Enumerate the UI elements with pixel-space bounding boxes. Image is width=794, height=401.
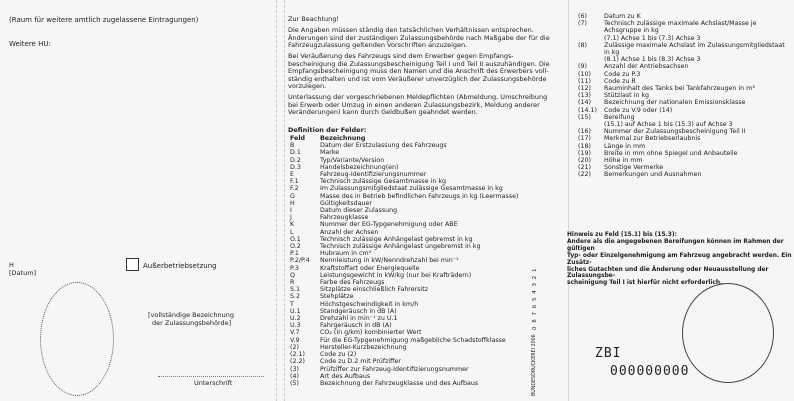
p2-line: ständig enthalten und ist vom Veräußerer unverzüglich der Zulassungsbehörde [288, 74, 547, 83]
field-code: (20) [578, 157, 591, 165]
field-code: O.1 [290, 235, 301, 243]
field-description: Sitzplätze einschließlich Fahrersitz [320, 286, 429, 294]
field-code: I [290, 207, 292, 215]
table-row [290, 366, 518, 373]
field-description: Zulässige maximale Achslast im Zulassungsmitgliedstaat [604, 41, 785, 49]
field-code: D.1 [290, 149, 301, 157]
field-code: B [290, 142, 295, 150]
field-code [578, 27, 604, 34]
table-row [290, 358, 518, 365]
h-label: H [9, 261, 14, 269]
field-description: Stützlast in kg [604, 92, 649, 100]
field-description: Technisch zulässige Gesamtmasse in kg [320, 178, 446, 186]
field-definitions-table [290, 135, 518, 387]
table-row [290, 221, 518, 228]
field-code: (5) [290, 379, 299, 387]
field-description: Marke [320, 149, 340, 157]
field-code: (3) [290, 365, 299, 373]
table-row [290, 257, 518, 264]
table-row [578, 99, 785, 106]
field-description: Länge in mm [604, 142, 646, 150]
field-code: P.1 [290, 250, 299, 258]
field-description: Code zu V.9 oder (14) [604, 106, 673, 114]
field-code: V.9 [290, 336, 300, 344]
notice-paragraph-3 [288, 94, 556, 117]
field-code: (12) [578, 85, 591, 93]
table-row [290, 322, 518, 329]
table-row [290, 301, 518, 308]
hint-line: Typ- oder Einzelgenehmigung am Fahrzeug angebracht werden. Ein Zusätz- [567, 252, 792, 266]
table-row [290, 380, 518, 387]
field-code: U.3 [290, 322, 301, 330]
authority-designation-line1: [vollständige Bezeichnung [148, 311, 234, 319]
table-row [578, 49, 785, 56]
signature-label: Unterschrift [194, 379, 233, 387]
table-row [578, 164, 785, 171]
notice-paragraph-2 [288, 53, 556, 91]
field-description: Breite in mm ohne Spiegel und Anbauteile [604, 149, 738, 157]
p3-line: Unterlassung der vorgeschriebenen Meldepflichten (Abmeldung, Umschreibung [288, 93, 548, 101]
table-row [290, 243, 518, 250]
hint-line: Andere als die angegebenen Bereifungen können im Rahmen der gültigen [567, 238, 784, 252]
field-description: Technisch zulässige Anhängelast gebremst in kg [320, 235, 473, 243]
field-code: (2) [290, 343, 299, 351]
field-description: Typ/Variante/Version [320, 156, 385, 164]
table-row [578, 27, 785, 34]
field-description: Art des Aufbaus [320, 372, 371, 380]
stamp-circle-right [682, 283, 774, 383]
field-code [578, 56, 604, 63]
field-description: Handelsbezeichnung(en) [320, 163, 399, 171]
field-description: Nummer der EG-Typgenehmigung oder ABE [320, 221, 458, 229]
field-code: D.2 [290, 156, 301, 164]
field-code: (2.2) [290, 358, 305, 366]
table-row [290, 373, 518, 380]
field-description: Sonstige Vermerke [604, 164, 664, 172]
notice-paragraph-1 [288, 27, 556, 50]
field-description: Achsgruppe in kg [604, 27, 659, 35]
field-description: Standgeräusch in dB (A) [320, 307, 397, 315]
field-description: Rauminhalt des Tanks bei Tankfahrzeugen in m³ [604, 85, 755, 93]
table-row [290, 337, 518, 344]
table-row [290, 142, 518, 149]
field-code: K [290, 221, 295, 229]
field-description: Kraftstoffart oder Energiequelle [320, 264, 420, 272]
field-description: Anzahl der Antriebsachsen [604, 63, 689, 71]
field-code: (22) [578, 171, 591, 179]
table-row [290, 171, 518, 178]
field-code: J [290, 214, 292, 222]
fold-line-left [276, 0, 277, 401]
field-code [578, 49, 604, 56]
table-row [578, 42, 785, 49]
field-code: G [290, 192, 295, 200]
table-row [290, 315, 518, 322]
table-row [290, 279, 518, 286]
field-code: (6) [578, 13, 587, 20]
table-row [578, 92, 785, 99]
table-row [578, 135, 785, 142]
field-description: Fahrzeugklasse [320, 214, 369, 222]
table-row [578, 114, 785, 121]
table-row [290, 265, 518, 272]
field-description: Nennleistung in kW/Nenndrehzahl bei min⁻¹ [320, 257, 459, 265]
field-description: Technisch zulässige maximale Achslast/Masse je [604, 20, 757, 28]
fold-line-right [568, 0, 569, 401]
table-row [578, 20, 785, 27]
field-description: Code zu P.3 [604, 70, 641, 78]
hint-line: scheinigung Teil I ist hierfür nicht erforderlich. [567, 280, 723, 287]
field-description: Leistungsgewicht in kW/kg (nur bei Krafträdern) [320, 271, 472, 279]
field-code: (4) [290, 372, 299, 380]
field-code: (19) [578, 149, 591, 157]
field-code: L [290, 228, 294, 236]
hint-line: liches Gutachten und die Änderung oder Neuausstellung der Zulassungsbe- [567, 266, 769, 280]
table-row [578, 157, 785, 164]
p3-line: Veränderungen) kann durch Geldbußen geahndet werden. [288, 108, 478, 117]
p3-line: bei Erwerb oder Umzug in einen anderen Zulassungsbezirk, Meldung anderer [288, 100, 540, 109]
fold-line-middle [284, 0, 285, 401]
table-row [290, 178, 518, 185]
table-row [290, 250, 518, 257]
field-description: Hubraum in cm³ [320, 250, 372, 258]
table-row [578, 63, 785, 70]
table-row [290, 200, 518, 207]
field-code: Q [290, 271, 295, 279]
field-code: (10) [578, 70, 591, 78]
field-description: Code zu (2) [320, 351, 357, 359]
field-description: Gültigkeitsdauer [320, 199, 372, 207]
table-row [290, 193, 518, 200]
hint-title: Hinweis zu Feld (15.1) bis (15.3): [567, 232, 677, 238]
field-code: (7) [578, 20, 587, 28]
p2-line: Empfangsbescheinigung muss den Namen und die Anschrift des Erwerbers voll- [288, 67, 549, 76]
field-description: Masse des in Betrieb befindlichen Fahrzeugs in kg (Leermasse) [320, 192, 519, 200]
field-description: CO₂ (in g/km) kombinierter Wert [320, 329, 422, 337]
vertical-printer: BUNDESDRUCKEREI 2006 [532, 334, 537, 396]
field-description: Merkmal zur Betriebserlaubnis [604, 135, 701, 143]
field-code: (17) [578, 135, 591, 143]
field-code: P.2/P.4 [290, 257, 310, 265]
table-row [290, 344, 518, 351]
zbi-label: ZBI [595, 346, 622, 361]
table-row [290, 293, 518, 300]
field-description: Code zu R [604, 77, 636, 85]
datum-label: [Datum] [9, 269, 37, 277]
table-row [578, 71, 785, 78]
field-description: Datum zu K [604, 13, 641, 20]
table-row [290, 229, 518, 236]
field-description: Datum dieser Zulassung [320, 207, 398, 215]
official-note: (Raum für weitere amtlich zugelassene Eintragungen) [9, 16, 199, 24]
table-header-row [290, 135, 518, 142]
field-description: in kg [604, 49, 620, 57]
table-row [290, 157, 518, 164]
field-definitions-table-right [578, 13, 785, 179]
field-description: Fahrgeräusch in dB (A) [320, 322, 392, 330]
notice-title: Zur Beachtung! [288, 15, 339, 23]
table-row [578, 143, 785, 150]
table-row [290, 214, 518, 221]
field-description: Farbe des Fahrzeugs [320, 279, 385, 287]
field-code [578, 35, 604, 42]
table-row [290, 236, 518, 243]
table-row [290, 207, 518, 214]
table-row [578, 128, 785, 135]
table-row [578, 171, 785, 178]
table-row [290, 164, 518, 171]
field-description: Technisch zulässige Anhängelast ungebremst in kg [320, 243, 481, 251]
p2-line: Bei Veräußerung des Fahrzeugs sind dem Erwerber gegen Empfangs- [288, 52, 514, 60]
field-description: Prüfziffer zur Fahrzeug-Identifizierungsnummer [320, 365, 469, 373]
table-row [578, 121, 785, 128]
field-description: Fahrzeug-Identifizierungsnummer [320, 171, 427, 179]
field-code: D.3 [290, 163, 301, 171]
further-hu-label: Weitere HU: [9, 40, 51, 48]
field-description: (15.1) auf Achse 1 bis (15.3) auf Achse 3 [604, 121, 733, 129]
field-description: Datum der Erstzulassung des Fahrzeugs [320, 142, 447, 150]
table-row [578, 150, 785, 157]
hint-block [567, 232, 794, 287]
field-code: T [290, 300, 294, 308]
header-bezeichnung: Bezeichnung [320, 135, 366, 142]
header-feld: Feld [290, 135, 305, 142]
field-code: F.1 [290, 178, 299, 186]
field-code: R [290, 279, 295, 287]
table-row [578, 13, 785, 20]
definitions-title: Definition der Felder: [288, 126, 367, 134]
ausser-label: Außerbetriebsetzung [143, 262, 217, 270]
table-row [290, 149, 518, 156]
field-description: (7.1) Achse 1 bis (7.3) Achse 3 [604, 34, 701, 42]
field-code: (9) [578, 63, 587, 71]
field-code: S.2 [290, 293, 301, 301]
serial-number: 000000000 [610, 364, 690, 379]
stamp-circle-left [40, 282, 114, 396]
field-code: (13) [578, 92, 591, 100]
field-code: (15) [578, 113, 591, 121]
field-description: Code zu D.2 mit Prüfziffer [320, 358, 401, 366]
p1-line: Fahrzeugzulassung geltenden Vorschriften anzuzeigen. [288, 41, 468, 50]
field-description: Bezeichnung der Fahrzeugklasse und des Aufbaus [320, 379, 479, 387]
field-description: (8.1) Achse 1 bis (8.3) Achse 3 [604, 56, 701, 64]
p2-line: bescheinigung die Zulassungsbescheinigung Teil I und Teil II auszuhändigen. Die [288, 59, 550, 68]
table-row [290, 329, 518, 336]
field-description: Drehzahl in min⁻¹ zu U.1 [320, 315, 398, 323]
table-row [578, 85, 785, 92]
field-code: H [290, 199, 295, 207]
field-code [578, 121, 604, 128]
table-row [578, 107, 785, 114]
p2-line: vorzulegen. [288, 82, 327, 91]
table-row [290, 308, 518, 315]
field-description: Höhe in mm [604, 157, 643, 165]
table-row [578, 56, 785, 63]
field-code: (11) [578, 77, 591, 85]
field-description: Für die EG-Typgenehmigung maßgebliche Schadstoffklasse [320, 336, 506, 344]
p1-line: Die Angaben müssen ständig den tatsächlichen Verhältnissen entsprechen. [288, 26, 534, 34]
field-description: Bemerkungen und Ausnahmen [604, 171, 702, 179]
field-code: S.1 [290, 286, 301, 294]
field-code: E [290, 171, 294, 179]
field-description: Hersteller-Kurzbezeichnung [320, 343, 407, 351]
signature-line [158, 376, 264, 377]
field-code: V.7 [290, 329, 300, 337]
field-code: (8) [578, 41, 587, 49]
vertical-serial: 0 8 7 6 5 4 3 2 1 [532, 267, 538, 330]
field-description: Bezeichnung der nationalen Emissionsklasse [604, 99, 746, 107]
field-code: (14.1) [578, 106, 597, 114]
field-code: U.2 [290, 315, 301, 323]
table-row [578, 78, 785, 85]
field-description: Höchstgeschwindigkeit in km/h [320, 300, 419, 308]
field-description: Stehplätze [320, 293, 354, 301]
field-code: F.2 [290, 185, 299, 193]
ausser-checkbox[interactable] [126, 258, 139, 271]
p1-line: Änderungen sind der zuständigen Zulassungsbehörde nach Maßgabe der für die [288, 33, 550, 42]
field-code: P.3 [290, 264, 299, 272]
table-row [290, 286, 518, 293]
field-code: (21) [578, 164, 591, 172]
authority-designation-line2: der Zulassungsbehörde] [152, 319, 232, 327]
field-code: (16) [578, 128, 591, 136]
field-code: U.1 [290, 307, 301, 315]
field-description: Im Zulassungsmitgliedstaat zulässige Gesamtmasse in kg [320, 185, 503, 193]
field-code: (2.1) [290, 351, 305, 359]
field-code: (18) [578, 142, 591, 150]
table-row [290, 351, 518, 358]
field-description: Nummer der Zulassungsbescheinigung Teil II [604, 128, 746, 136]
field-code: (14) [578, 99, 591, 107]
table-row [578, 35, 785, 42]
field-description: Anzahl der Achsen [320, 228, 379, 236]
field-code: O.2 [290, 243, 301, 251]
table-row [290, 185, 518, 192]
table-row [290, 272, 518, 279]
field-description: Bereifung [604, 113, 635, 121]
